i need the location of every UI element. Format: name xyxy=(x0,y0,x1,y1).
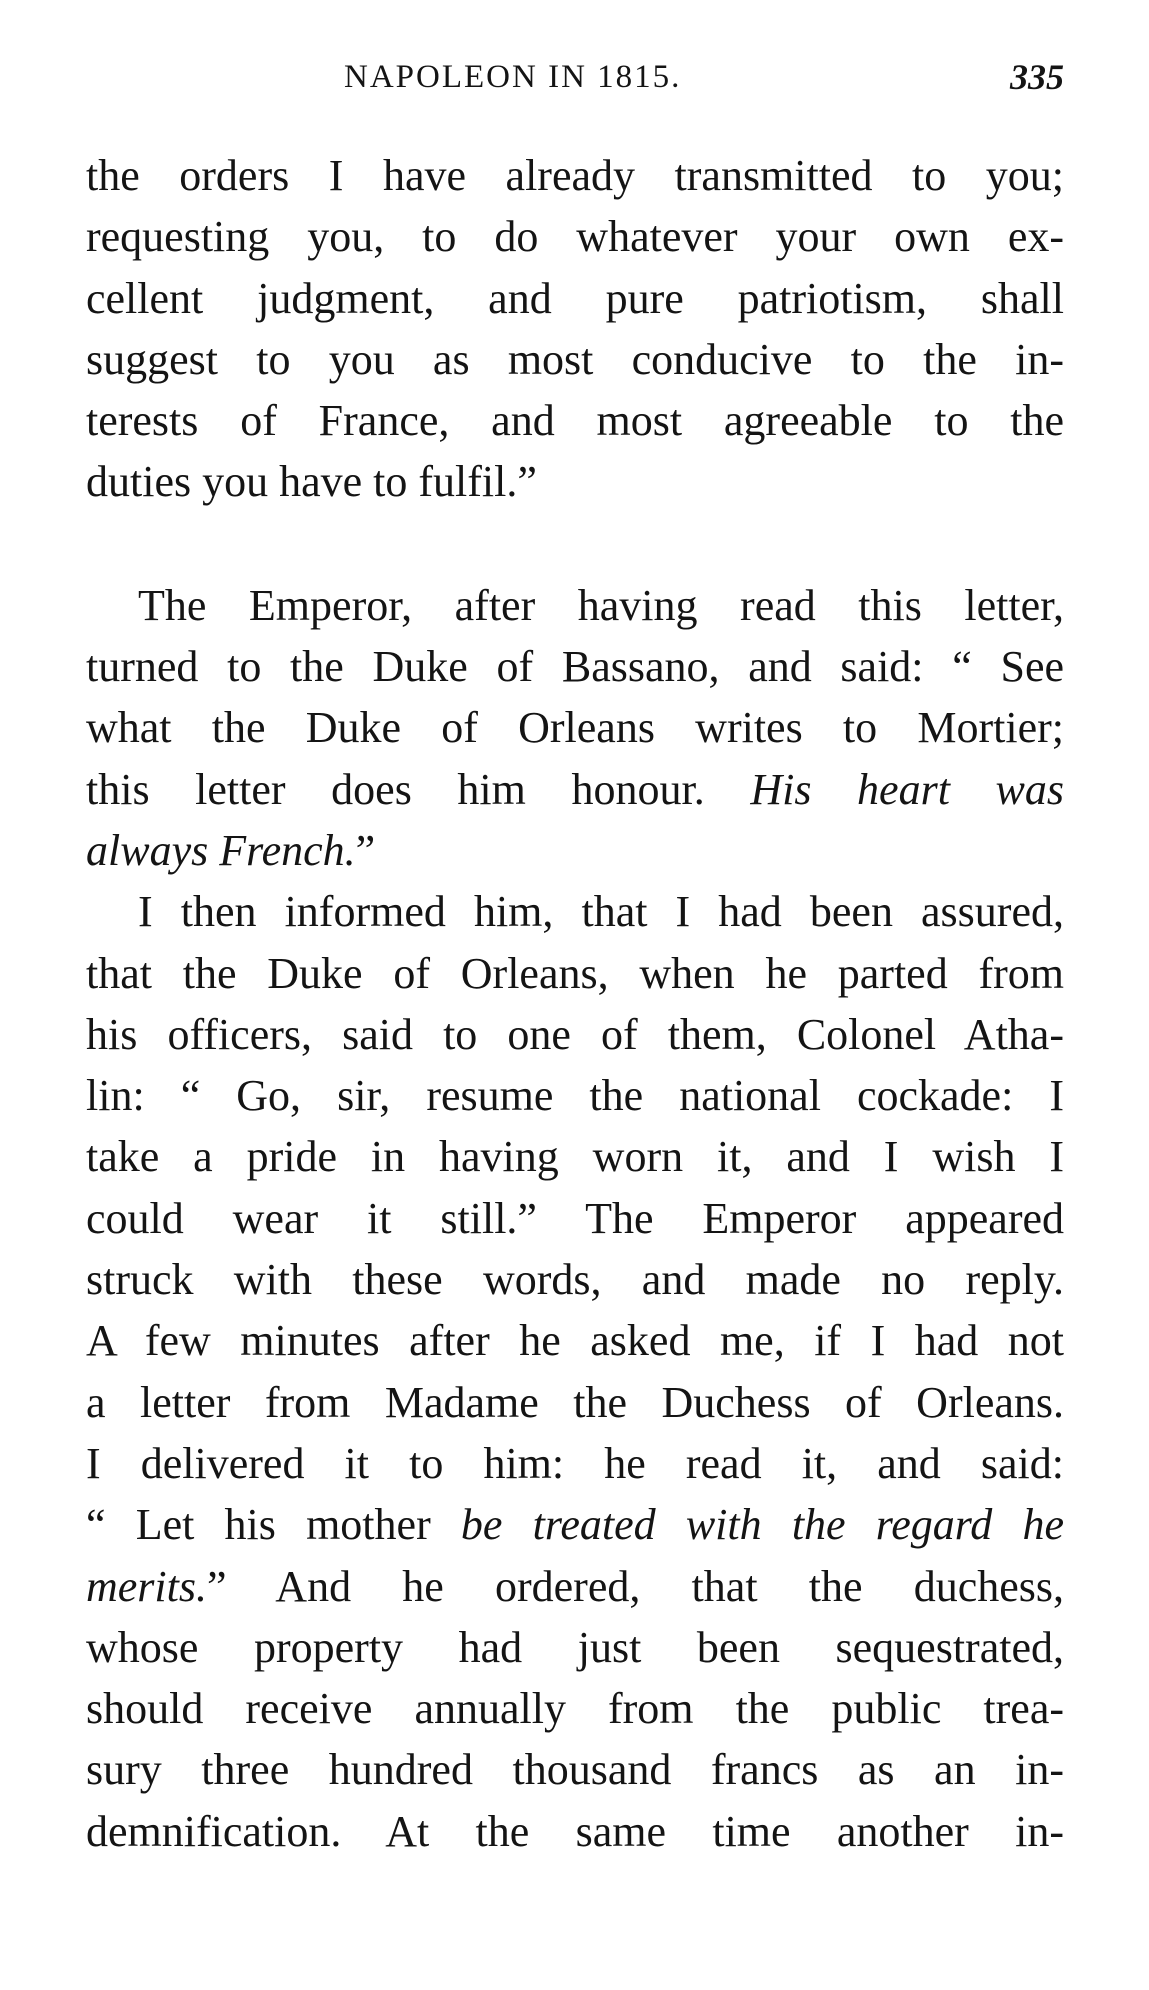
paragraph xyxy=(86,575,1064,881)
text-line: terests of France, and most agreeable to the xyxy=(86,396,1064,446)
text-line: turned to the Duke of Bassano, and said: “ See xyxy=(86,642,1064,692)
page-body xyxy=(86,145,1064,1862)
text-line: a letter from Madame the Duchess of Orleans. xyxy=(86,1377,1064,1427)
text-line xyxy=(86,759,1064,820)
text-line: take a pride in having worn it, and I wish I xyxy=(86,1132,1064,1182)
text-line: that the Duke of Orleans, when he parted from xyxy=(86,948,1064,998)
text-line: his officers, said to one of them, Colonel Atha- xyxy=(86,1009,1064,1059)
text-line: cellent judgment, and pure patriotism, shall xyxy=(86,273,1064,323)
text-run: ” xyxy=(355,825,376,875)
text-line xyxy=(86,820,1064,881)
text-line: whose property had just been sequestrated, xyxy=(86,1622,1064,1672)
page-header xyxy=(86,52,1064,102)
text-line: sury three hundred thousand francs as an in- xyxy=(86,1745,1064,1795)
text-line: I then informed him, that I had been assured, xyxy=(138,887,1064,937)
text-line: struck with these words, and made no reply. xyxy=(86,1255,1064,1305)
running-title: NAPOLEON IN 1815. xyxy=(344,59,682,95)
text-line: lin: “ Go, sir, resume the national cockade: I xyxy=(86,1071,1064,1121)
text-line: could wear it still.” The Emperor appeared xyxy=(86,1193,1064,1243)
italic-run: His heart was xyxy=(750,764,1064,814)
text-line xyxy=(86,1494,1064,1555)
text-line: I delivered it to him: he read it, and said: xyxy=(86,1438,1064,1488)
text-line: The Emperor, after having read this letter, xyxy=(138,580,1064,630)
text-line: the orders I have already transmitted to you; xyxy=(86,151,1064,200)
text-line: should receive annually from the public trea- xyxy=(86,1684,1064,1734)
text-run: “ Let his mother xyxy=(86,1500,431,1550)
text-run: this letter does him honour. xyxy=(86,764,705,814)
text-line xyxy=(86,1556,1064,1617)
italic-run: merits. xyxy=(86,1561,207,1611)
text-line: demnification. At the same time another in- xyxy=(86,1806,1064,1856)
text-line: duties you have to fulfil.” xyxy=(86,457,537,507)
text-line: requesting you, to do whatever your own ex- xyxy=(86,212,1064,262)
paragraph xyxy=(86,881,1064,1862)
text-line: what the Duke of Orleans writes to Mortier; xyxy=(86,703,1064,753)
text-line: A few minutes after he asked me, if I had not xyxy=(86,1316,1064,1366)
paragraph xyxy=(86,145,1064,513)
paragraph-gap xyxy=(86,513,1064,575)
text-line: suggest to you as most conducive to the in- xyxy=(86,334,1064,384)
italic-run: always French. xyxy=(86,825,356,875)
text-run: ” And he ordered, that the duchess, xyxy=(207,1561,1064,1611)
italic-run: be treated with the regard he xyxy=(460,1500,1064,1550)
page-number: 335 xyxy=(1010,57,1064,97)
